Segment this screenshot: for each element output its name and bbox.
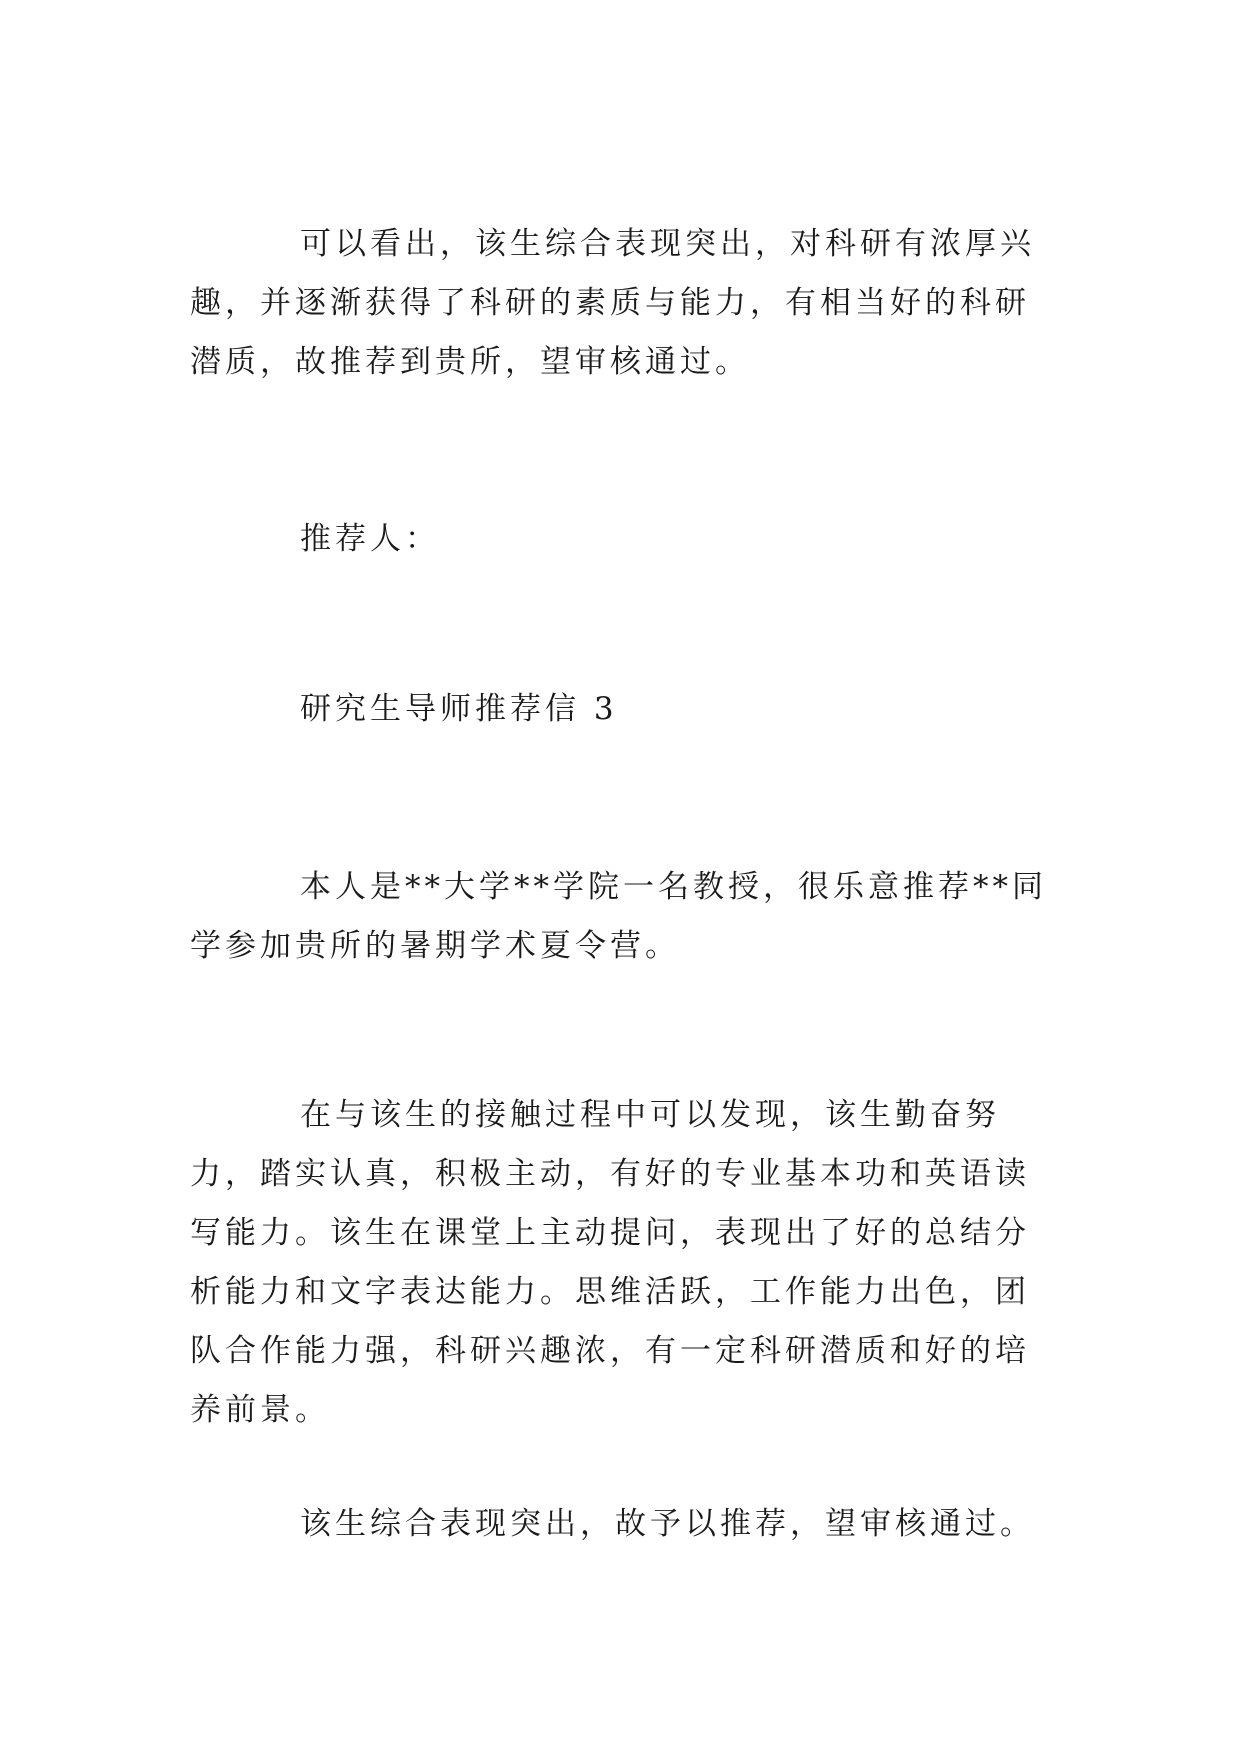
- recommender-label: 推荐人：: [300, 521, 440, 557]
- paragraph-intro: 本人是**大学**学院一名教授，很乐意推荐**同学参加贵所的暑期学术夏令营。: [190, 869, 1047, 964]
- paragraph-closing: 该生综合表现突出，故予以推荐，望审核通过。: [300, 1506, 1035, 1542]
- paragraph-evaluation: 在与该生的接触过程中可以发现，该生勤奋努力，踏实认真，积极主动，有好的专业基本功和英语读写能力。该生在课堂上主动提问，表现出了好的总结分析能力和文字表达能力。思维活跃，工作能力出色，团队合作能力强，科研兴趣浓，有一定科研潜质和好的培养前景。: [190, 1097, 1030, 1428]
- paragraph-conclusion: 可以看出，该生综合表现突出，对科研有浓厚兴趣，并逐渐获得了科研的素质与能力，有相当好的科研潜质，故推荐到贵所，望审核通过。: [190, 226, 1035, 380]
- section-title: 研究生导师推荐信 3: [300, 691, 618, 727]
